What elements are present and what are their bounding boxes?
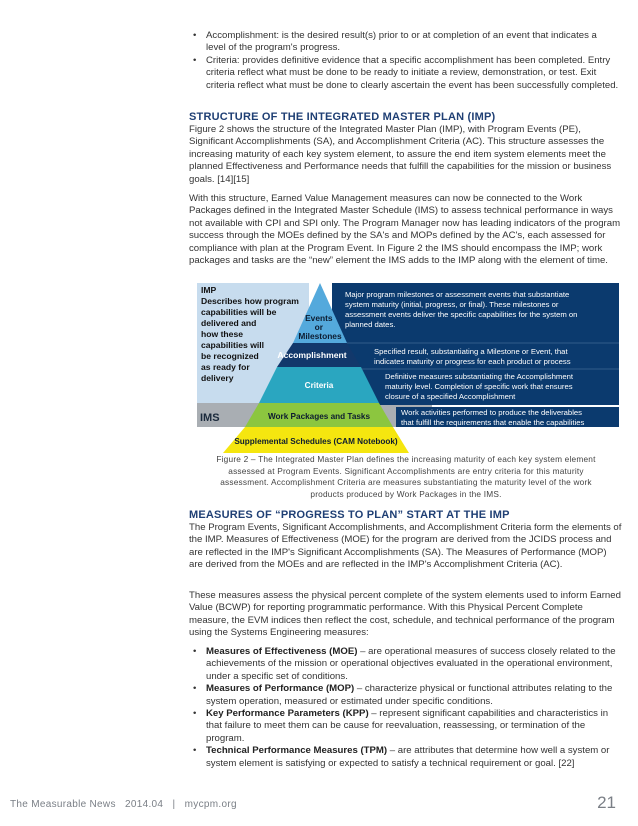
footer xyxy=(10,799,237,810)
footer-issue: 2014.04 xyxy=(125,799,164,810)
criteria-description: Definitive measures substantiating the Accomplishment maturity level. Completion of specific work that ensures closure of a specified Accomplishment xyxy=(385,372,574,401)
ims-label: IMS xyxy=(200,412,220,424)
imp-description-text: IMP Describes how program capabilities will be delivered and how these capabilities will be recognized as ready for delivery xyxy=(201,285,299,383)
footer-site-link[interactable]: mycpm.org xyxy=(184,799,237,810)
footer-publication: The Measurable News xyxy=(10,799,116,810)
list-item: • Accomplishment: is the desired result(s) prior to or at completion of an event that indicates a level of the program's progress. xyxy=(189,30,619,55)
top-bullet-list xyxy=(189,30,619,92)
footer-separator: | xyxy=(172,799,176,810)
figure-caption xyxy=(190,454,622,500)
criteria-label: Criteria xyxy=(304,381,334,390)
list-item xyxy=(189,646,623,683)
paragraph: These measures assess the physical percent complete of the system elements used to inform Earned Value (BCWP) for reporting programmatic performance. With this Physical Percent Complete measure, the EVM indices then reflect the cost, schedule, and technical performance of the program using the Systems Engineering measures: xyxy=(189,590,621,639)
supplemental-label: Supplemental Schedules (CAM Notebook) xyxy=(234,437,398,446)
measure-text: – represent significant capabilities and characteristics in that failure to meet them can be cause for reevaluation, reassessing, or termination of the program. xyxy=(206,708,609,744)
list-item xyxy=(189,683,623,708)
list-item xyxy=(189,708,623,745)
paragraph: With this structure, Earned Value Management measures can now be connected to the Work Packages defined in the Integrated Master Schedule (IMS) to assess technical performance in ways not available with CPI and SPI only. The Program Manager now has leading indicators of the program success through the MOEs defined by the SA's and MOPs defined by the AC's, each assessed for compliance with plan at the Program Event. In Figure 2 the IMS should encompass the IMP; work packages and tasks are the “new” element the IMS adds to the IMP along with the element of time. xyxy=(189,193,621,267)
caption-line: Figure 2 – The Integrated Master Plan defines the increasing maturity of each key system element xyxy=(216,454,596,464)
measure-term: Key Performance Parameters (KPP) xyxy=(206,708,369,720)
work-description: Work activities performed to produce the deliverables that fulfill the requirements that enable the capabilities xyxy=(401,408,585,427)
measure-term: Technical Performance Measures (TPM) xyxy=(206,745,388,757)
list-item xyxy=(189,745,623,770)
caption-line: products produced by Work Packages in the IMS. xyxy=(310,488,502,499)
section-heading-progress-to-plan: MEASURES OF “PROGRESS TO PLAN” START AT THE IMP xyxy=(189,509,510,521)
measure-term: Measures of Performance (MOP) xyxy=(206,683,355,695)
measure-text: – are operational measures of success closely related to the achievements of the mission or operational objectives evaluated in the operational environment, under a specific set of conditions. xyxy=(206,646,616,682)
measures-list xyxy=(189,646,623,770)
page-number: 21 xyxy=(597,793,616,812)
work-packages-label: Work Packages and Tasks xyxy=(267,412,371,421)
imp-structure-figure xyxy=(197,283,619,453)
measure-term: Measures of Effectiveness (MOE) xyxy=(206,646,358,657)
measure-text: – characterize physical or functional attributes relating to the system operation, measured or estimated under specific conditions. xyxy=(206,683,613,707)
caption-line: assessed at Program Events. Significant Accomplishments are entry criteria for this maturity xyxy=(228,465,584,476)
list-item: • Criteria: provides definitive evidence that a specific accomplishment has been completed. Entry criteria reflect what must be done to be ready to initiate a review, demonstration, or test. Exit criteria reflect what must be done to clearly ascertain the event has been successfully completed. xyxy=(189,55,619,92)
caption-line: assessment. Accomplishment Criteria are measures substantiating the maturity level of the work xyxy=(220,477,592,488)
section-heading-imp-structure: STRUCTURE OF THE INTEGRATED MASTER PLAN (IMP) xyxy=(189,111,496,123)
events-label: Events or Milestones xyxy=(298,313,342,341)
accomplishment-label: Accomplishment xyxy=(277,350,347,360)
events-description: Major program milestones or assessment events that substantiate system maturity (initial, progress, or final). These milestones or assessment events deliver the specific capabilities for the system on planned dates. xyxy=(345,290,578,329)
accomplishment-description: Specified result, substantiating a Milestone or Event, that indicates maturity or progress for each product or process xyxy=(374,347,571,366)
paragraph: The Program Events, Significant Accomplishments, and Accomplishment Criteria form the elements of the IMP. Measures of Effectiveness (MOE) for the program are derived from the JCIDS process and are reflected in the IMP's Significant Accomplishments (SA). The Measures of Performance (MOP) are derived from the MOEs and are reflected in the IMP's Accomplishment Criteria (AC). xyxy=(189,522,622,571)
measure-text: – are attributes that determine how well a system or system element is satisfying or expected to satisfy a technical requirement or goal. [22] xyxy=(206,745,610,769)
paragraph: Figure 2 shows the structure of the Integrated Master Plan (IMP), with Program Events (PE), Significant Accomplishments (SA), and Accomplishment Criteria (AC). This structure assesses the increasing maturity of each key system element, to assure the end item system elements meet the planned Effectiveness and Performance needs that fulfill the capabilities for the mission or business goals. [14][15] xyxy=(189,124,612,185)
